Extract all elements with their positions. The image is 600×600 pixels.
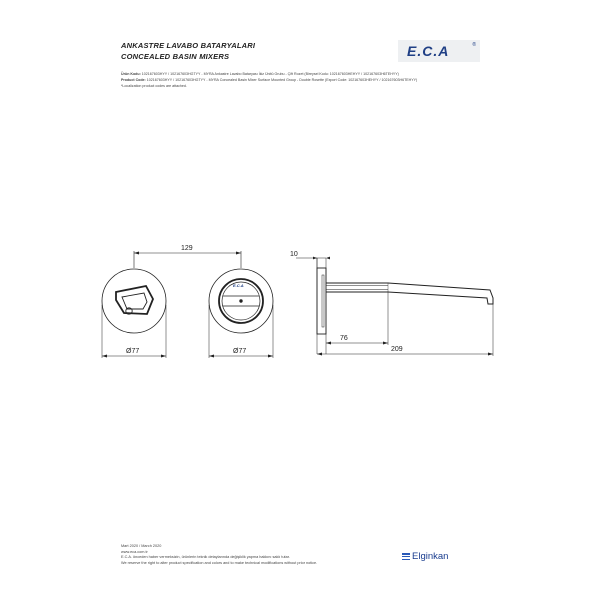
localization-note: *Localization product codes are attached.	[121, 84, 187, 89]
footer-note-en: We reserve the right to alter product specification and colors and to make technical modifications without prior notice.	[121, 560, 318, 565]
footer-note-tr: E.C.A. önceden haber vermeksizin, ürünlerin teknik detaylarında değişiklik yapma hakkını saklı tutar.	[121, 555, 290, 560]
footer-notes	[121, 544, 317, 566]
footer-website[interactable]: www.eca.com.tr	[121, 549, 148, 554]
title-turkish: ANKASTRE LAVABO BATARYALARI	[121, 41, 256, 50]
dimension-label-129: 129	[181, 245, 193, 252]
footer-date: Mart 2020 / March 2020	[121, 544, 162, 548]
left-rosette	[102, 269, 166, 333]
dimension-label-d77-right: Ø77	[233, 348, 247, 355]
registered-mark: ®	[472, 42, 476, 48]
eca-logo-text: E.C.A	[407, 43, 450, 59]
code-label-tr: Ürün Kodu:	[121, 72, 141, 76]
title-english: CONCEALED BASIN MIXERS	[121, 52, 230, 61]
dimension-label-209: 209	[391, 346, 403, 353]
code-text-tr: 102167603HYY / 102167603HGTYY - MYRA Ankastre Lavabo Bataryası İkiz Ünitü Grubu - Çift Rozet (Bireysel Kodu: 102167603HEHYY / 102167603H6TEHYY)	[140, 72, 399, 76]
code-text-en: 102167603HYY / 102167603HGTYY - MYRA Concealed Basin Mixer Surface Mounted Group - Double Rosette (Export Code: 102167603HEHYY / 102167603H6TEHYY)	[145, 78, 418, 83]
dimension-label-d77-left: Ø77	[126, 348, 140, 355]
diverter-handle	[116, 286, 153, 314]
handle-cap-brand: E.C.A	[233, 283, 244, 288]
elginkan-logo-text: Elginkan	[412, 551, 449, 562]
elginkan-logo-icon	[402, 553, 410, 562]
dimension-label-76: 76	[340, 335, 348, 342]
dimension-label-10: 10	[290, 251, 298, 258]
code-label-en: Product Code:	[121, 78, 146, 83]
